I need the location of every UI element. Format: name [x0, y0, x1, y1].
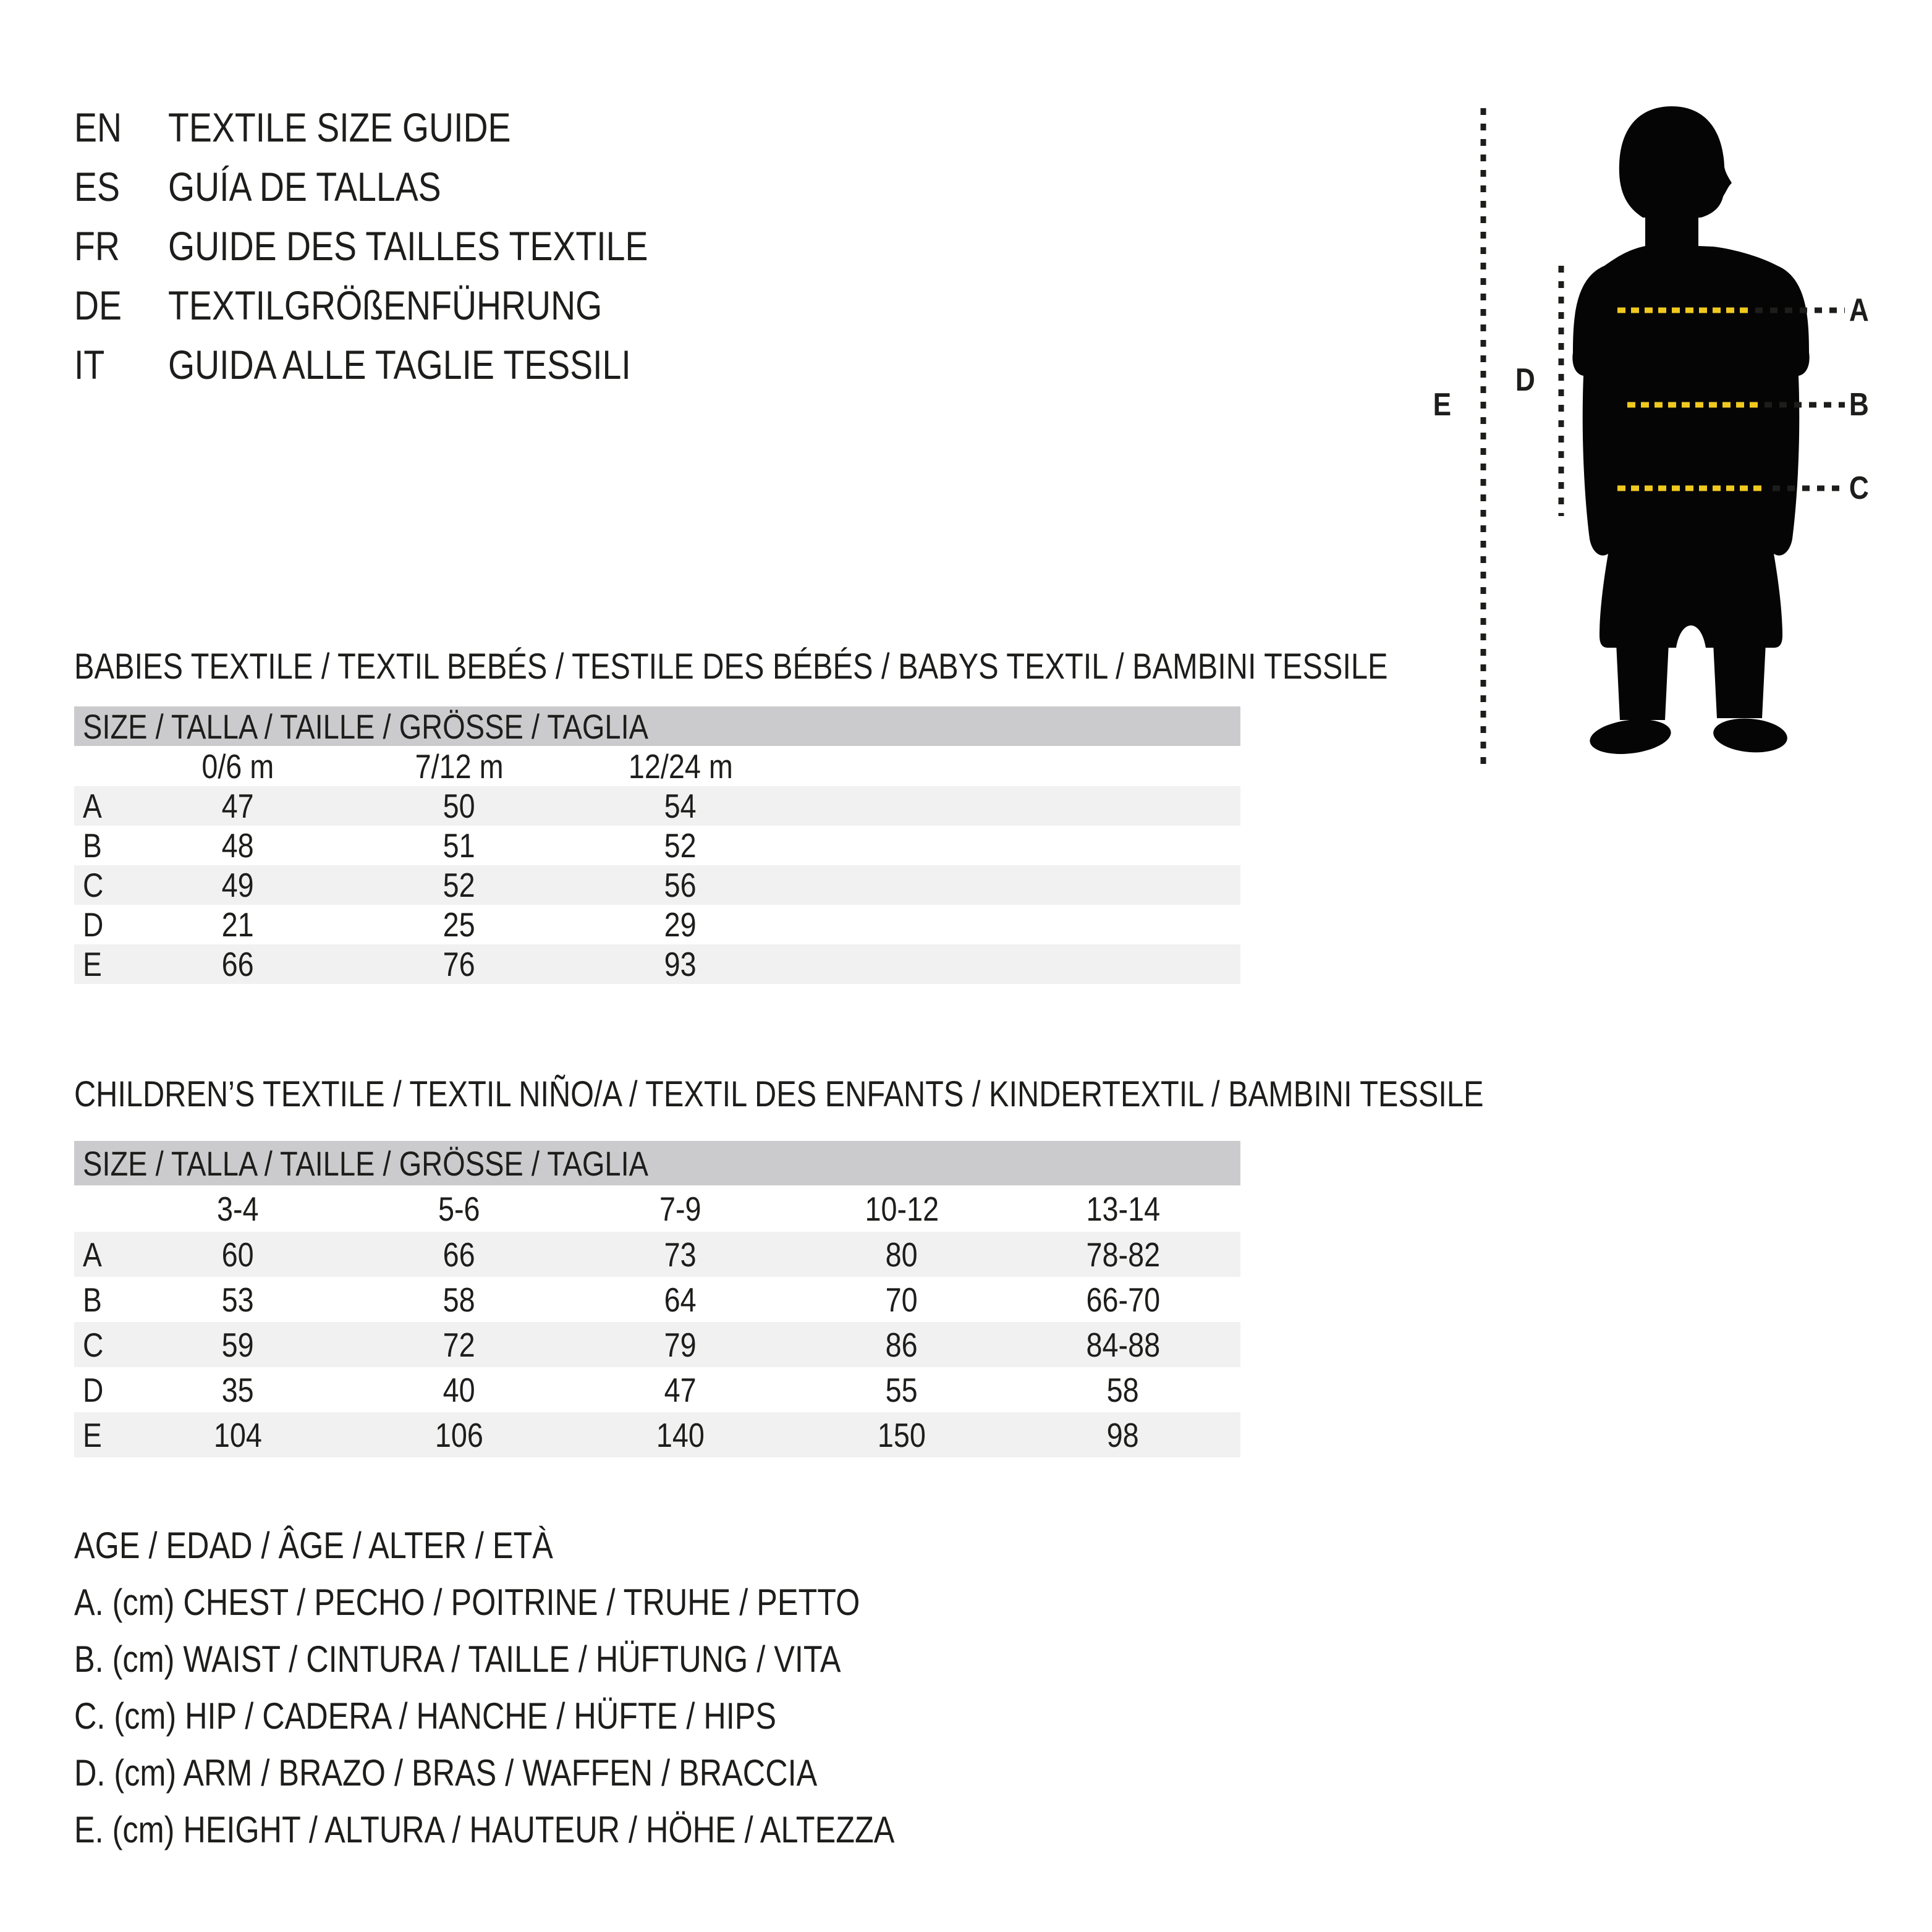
- language-code-es: ES: [74, 164, 120, 210]
- children-cell-d-4: 55: [885, 1370, 918, 1409]
- babies-row-e-label: E: [83, 945, 102, 983]
- children-row-c-label: C: [83, 1325, 104, 1364]
- children-size-header-bar: SIZE / TALLA / TAILLE / GRÖSSE / TAGLIA: [74, 1141, 1240, 1185]
- babies-row-c-label: C: [83, 866, 104, 904]
- babies-cell-a-2: 50: [443, 787, 476, 825]
- children-cell-a-3: 73: [664, 1235, 697, 1274]
- children-cell-a-4: 80: [885, 1235, 918, 1274]
- children-cell-d-2: 40: [443, 1370, 476, 1409]
- legend-waist-line: B. (cm) WAIST / CINTURA / TAILLE / HÜFTUNG / VITA: [74, 1638, 841, 1680]
- babies-cell-b-2: 51: [443, 826, 476, 865]
- babies-cell-c-2: 52: [443, 866, 476, 904]
- babies-cell-d-1: 21: [221, 905, 255, 944]
- babies-cell-a-1: 47: [221, 787, 255, 825]
- children-cell-c-3: 79: [664, 1325, 697, 1364]
- legend-arm-line: D. (cm) ARM / BRAZO / BRAS / WAFFEN / BRACCIA: [74, 1752, 818, 1794]
- silhouette-head: [1619, 106, 1732, 218]
- children-column-13-14: 13-14: [1086, 1189, 1160, 1228]
- language-row-it: [74, 335, 739, 394]
- babies-row-b-label: B: [83, 826, 102, 865]
- language-code-de: DE: [74, 282, 122, 328]
- children-cell-b-2: 58: [443, 1280, 476, 1319]
- babies-cell-e-3: 93: [664, 945, 697, 983]
- language-row-es: [74, 157, 739, 216]
- legend-chest-line: A. (cm) CHEST / PECHO / POITRINE / TRUHE / PETTO: [74, 1581, 860, 1623]
- babies-cell-b-3: 52: [664, 826, 697, 865]
- silhouette-right-shoe: [1712, 716, 1789, 755]
- language-row-fr: [74, 216, 739, 276]
- children-row-b: [74, 1277, 1240, 1322]
- children-row-a: [74, 1232, 1240, 1277]
- babies-size-header-bar: SIZE / TALLA / TAILLE / GRÖSSE / TAGLIA: [74, 706, 1240, 746]
- children-cell-b-1: 53: [221, 1280, 255, 1319]
- children-section-title: CHILDREN’S TEXTILE / TEXTIL NIÑO/A / TEXTIL DES ENFANTS / KINDERTEXTIL / BAMBINI TESSILE: [74, 1074, 1484, 1114]
- children-cell-c-5: 84-88: [1086, 1325, 1160, 1364]
- children-cell-e-5: 98: [1106, 1415, 1140, 1454]
- babies-column-0-6m: 0/6 m: [201, 747, 274, 786]
- babies-row-d-label: D: [83, 905, 104, 944]
- children-cell-a-1: 60: [221, 1235, 255, 1274]
- babies-cell-d-3: 29: [664, 905, 697, 944]
- children-cell-e-1: 104: [213, 1415, 262, 1454]
- babies-row-e: [74, 944, 1240, 984]
- children-row-e: [74, 1412, 1240, 1457]
- language-title-list: [74, 98, 739, 394]
- children-cell-b-4: 70: [885, 1280, 918, 1319]
- language-code-fr: FR: [74, 223, 120, 269]
- legend-hip-line: C. (cm) HIP / CADERA / HANCHE / HÜFTE / HIPS: [74, 1695, 776, 1737]
- measure-label-c: C: [1849, 470, 1869, 506]
- measure-label-d: D: [1515, 362, 1535, 398]
- language-title-es: GUÍA DE TALLAS: [168, 164, 441, 210]
- language-row-en: [74, 98, 739, 157]
- babies-column-7-12m: 7/12 m: [415, 747, 504, 786]
- babies-row-a-label: A: [83, 787, 102, 825]
- children-row-a-label: A: [83, 1235, 102, 1274]
- babies-cell-a-3: 54: [664, 787, 697, 825]
- children-column-header-row: [74, 1185, 1240, 1232]
- children-cell-c-4: 86: [885, 1325, 918, 1364]
- measure-label-b: B: [1849, 387, 1869, 423]
- babies-column-header-row: [74, 746, 1240, 786]
- babies-section-title: BABIES TEXTILE / TEXTIL BEBÉS / TESTILE DES BÉBÉS / BABYS TEXTIL / BAMBINI TESSILE: [74, 646, 1388, 687]
- children-cell-b-5: 66-70: [1086, 1280, 1160, 1319]
- babies-row-a: [74, 786, 1240, 826]
- children-column-5-6: 5-6: [438, 1189, 480, 1228]
- silhouette-right-leg: [1713, 643, 1766, 718]
- language-title-it: GUIDA ALLE TAGLIE TESSILI: [168, 342, 631, 388]
- silhouette-body: [1572, 210, 1809, 648]
- language-title-de: TEXTILGRÖßENFÜHRUNG: [168, 282, 603, 328]
- children-cell-c-1: 59: [221, 1325, 255, 1364]
- language-title-fr: GUIDE DES TAILLES TEXTILE: [168, 223, 648, 269]
- children-column-7-9: 7-9: [659, 1189, 701, 1228]
- babies-cell-c-1: 49: [221, 866, 255, 904]
- babies-column-12-24m: 12/24 m: [628, 747, 733, 786]
- language-title-en: TEXTILE SIZE GUIDE: [168, 104, 511, 150]
- children-cell-a-5: 78-82: [1086, 1235, 1160, 1274]
- babies-cell-d-2: 25: [443, 905, 476, 944]
- children-row-d-label: D: [83, 1370, 104, 1409]
- language-code-it: IT: [74, 342, 105, 388]
- babies-cell-e-1: 66: [221, 945, 255, 983]
- babies-row-b: [74, 826, 1240, 865]
- children-cell-d-5: 58: [1106, 1370, 1140, 1409]
- children-row-e-label: E: [83, 1415, 102, 1454]
- children-row-d: [74, 1367, 1240, 1412]
- children-row-b-label: B: [83, 1280, 102, 1319]
- legend-age-line: AGE / EDAD / ÂGE / ALTER / ETÀ: [74, 1524, 553, 1566]
- children-cell-d-1: 35: [221, 1370, 255, 1409]
- language-row-de: [74, 276, 739, 335]
- children-cell-e-4: 150: [877, 1415, 926, 1454]
- children-cell-b-3: 64: [664, 1280, 697, 1319]
- language-code-en: EN: [74, 104, 122, 150]
- babies-row-d: [74, 905, 1240, 944]
- measurement-legend: [74, 1517, 1051, 1858]
- children-cell-c-2: 72: [443, 1325, 476, 1364]
- children-row-c: [74, 1322, 1240, 1367]
- babies-cell-e-2: 76: [443, 945, 476, 983]
- children-cell-e-3: 140: [656, 1415, 705, 1454]
- children-cell-a-2: 66: [443, 1235, 476, 1274]
- children-cell-d-3: 47: [664, 1370, 697, 1409]
- babies-size-table: [74, 706, 1240, 984]
- measure-label-e: E: [1433, 387, 1451, 423]
- babies-cell-b-1: 48: [221, 826, 255, 865]
- measure-label-a: A: [1849, 292, 1869, 328]
- children-size-table: [74, 1141, 1240, 1457]
- children-cell-e-2: 106: [434, 1415, 483, 1454]
- children-column-10-12: 10-12: [865, 1189, 939, 1228]
- babies-row-c: [74, 865, 1240, 905]
- legend-height-line: E. (cm) HEIGHT / ALTURA / HAUTEUR / HÖHE / ALTEZZA: [74, 1808, 895, 1850]
- children-column-3-4: 3-4: [217, 1189, 259, 1228]
- babies-cell-c-3: 56: [664, 866, 697, 904]
- silhouette-left-shoe: [1588, 715, 1673, 758]
